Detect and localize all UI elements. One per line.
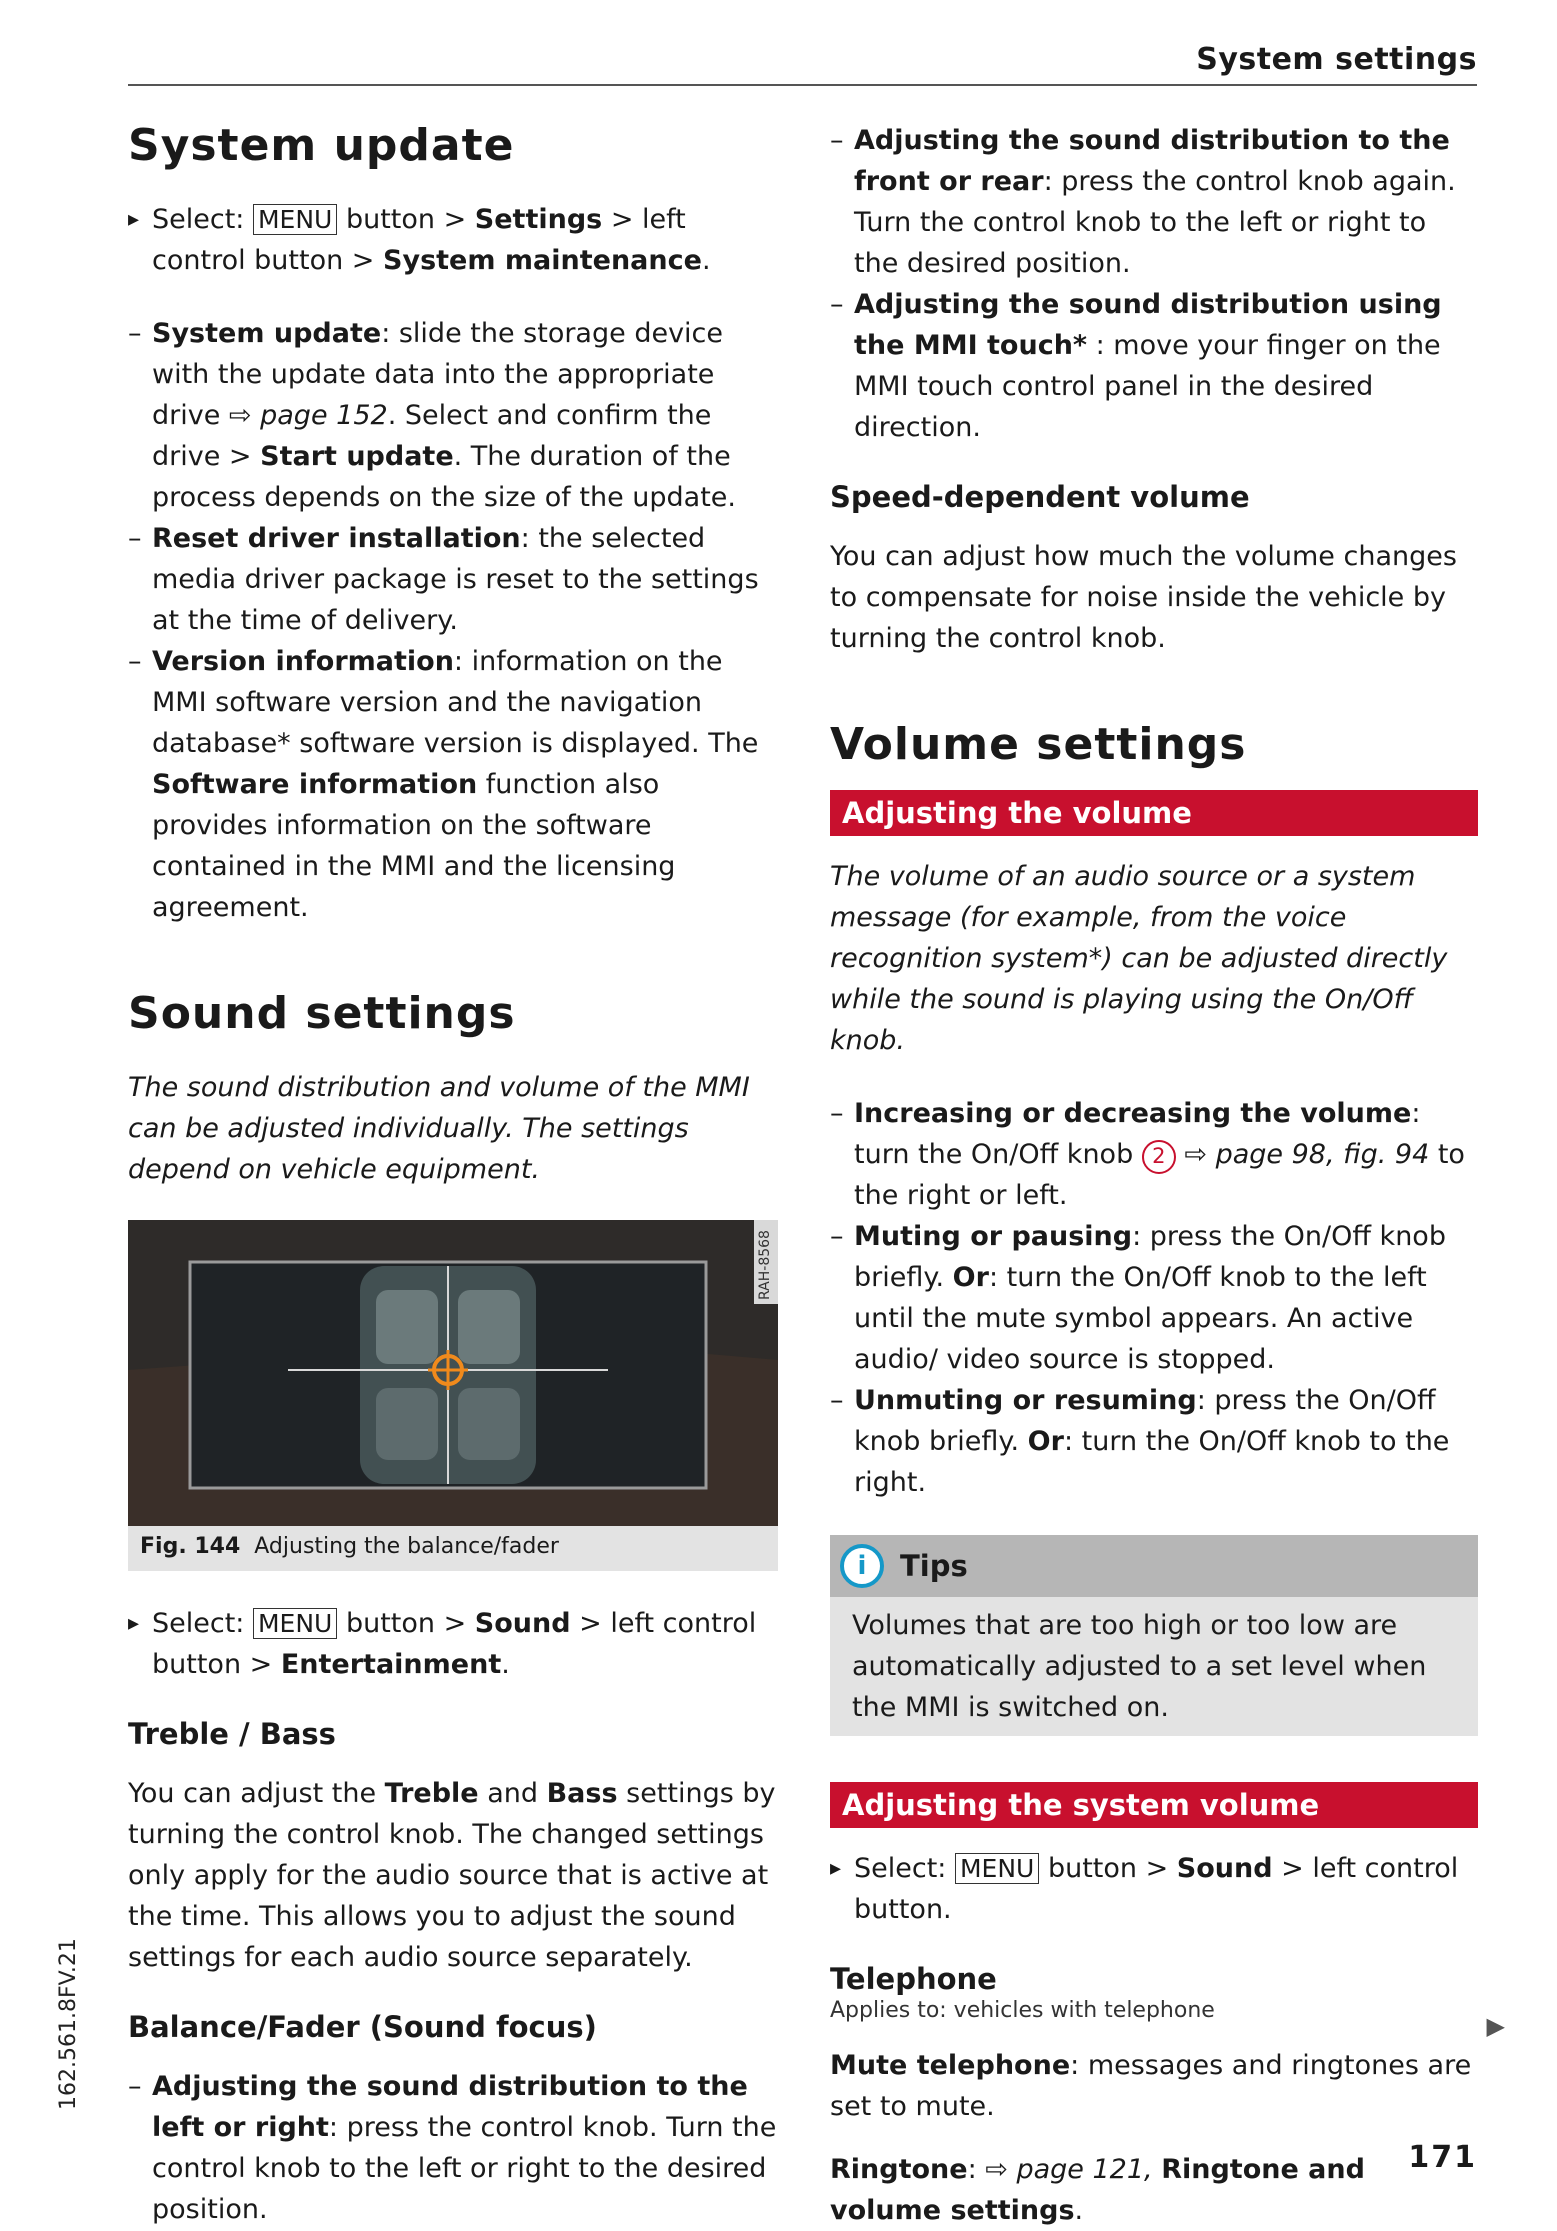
page-reference[interactable]: ⇨ page 152 <box>228 400 388 431</box>
list-item: – Adjusting the sound distribution to the left or right: press the control knob. Turn the control knob to the left or right to the desired position. <box>128 2066 778 2230</box>
list-item: – System update: slide the storage device with the update data into the appropriate drive ⇨ page 152. Select and confirm the drive > Start update. The duration of the process depends on the size of the update. <box>128 313 778 518</box>
volume-settings-heading: Volume settings <box>830 719 1247 770</box>
page-reference[interactable]: ⇨ page 121, <box>985 2154 1162 2185</box>
adjusting-volume-bar: Adjusting the volume <box>830 790 1478 836</box>
tips-text: Volumes that are too high or too low are automatically adjusted to a set level when the MMI is switched on. <box>852 1610 1427 1723</box>
info-icon: i <box>840 1544 884 1588</box>
ringtone-text: Ringtone: ⇨ page 121, Ringtone and volume settings. <box>830 2154 1365 2226</box>
header-rule <box>128 84 1477 86</box>
treble-bass-heading: Treble / Bass <box>128 1717 336 1751</box>
list-item: – Unmuting or resuming: press the On/Off knob briefly. Or: turn the On/Off knob to the right. <box>830 1380 1478 1503</box>
tips-header <box>830 1535 1478 1597</box>
page-reference[interactable]: ⇨ page 98, fig. 94 <box>1175 1139 1430 1170</box>
list-item: – Adjusting the sound distribution using the MMI touch* : move your finger on the MMI touch control panel in the desired direction. <box>830 284 1478 448</box>
list-item: – Reset driver installation: the selected media driver package is reset to the settings at the time of delivery. <box>128 518 778 641</box>
tips-box <box>830 1535 1478 1736</box>
volume-list <box>830 1093 1478 1503</box>
menu-key: MENU <box>253 204 337 235</box>
system-volume-select-instruction: ▸ Select: MENU button > Sound > left control button. <box>830 1848 1478 1930</box>
page-number: 171 <box>1408 2140 1477 2175</box>
list-item: – Version information: information on the MMI software version and the navigation database* software version is displayed. The Software information function also provides information on the software contained in the MMI and the licensing agreement. <box>128 641 778 928</box>
menu-key: MENU <box>955 1853 1039 1884</box>
figure-caption: Fig. 144 Adjusting the balance/fader <box>140 1534 559 1559</box>
volume-intro: The volume of an audio source or a system message (for example, from the voice recognition system*) can be adjusted directly while the sound is playing using the On/Off knob. <box>830 861 1448 1056</box>
telephone-heading: Telephone <box>830 1962 997 1996</box>
figure-code: RAH-8568 <box>757 1230 773 1300</box>
menu-key: MENU <box>253 1608 337 1639</box>
sound-settings-intro: The sound distribution and volume of the MMI can be adjusted individually. The settings depend on vehicle equipment. <box>128 1072 750 1185</box>
telephone-applies-note: Applies to: vehicles with telephone <box>830 1998 1215 2023</box>
speed-volume-text: You can adjust how much the volume changes to compensate for noise inside the vehicle by turning the control knob. <box>830 541 1457 654</box>
speed-volume-heading: Speed-dependent volume <box>830 480 1250 514</box>
system-volume-bar: Adjusting the system volume <box>830 1782 1478 1828</box>
callout-number: 2 <box>1142 1140 1176 1174</box>
running-header: System settings <box>1196 42 1477 77</box>
balance-fader-figure <box>128 1220 778 1571</box>
sound-select-instruction: ▸ Select: MENU button > Sound > left control button > Entertainment. <box>128 1603 778 1685</box>
list-item: – Adjusting the sound distribution to the front or rear: press the control knob again. Turn the control knob to the left or right to the desired position. <box>830 120 1478 284</box>
mute-telephone-text: Mute telephone: messages and ringtones are set to mute. <box>830 2050 1472 2122</box>
list-item: – Muting or pausing: press the On/Off knob briefly. Or: turn the On/Off knob to the left until the mute symbol appears. An active audio/ video source is stopped. <box>830 1216 1478 1380</box>
system-update-select-instruction: ▸ Select: MENU button > Settings > left control button > System maintenance. <box>128 199 778 281</box>
left-column <box>128 120 778 2230</box>
next-page-arrow-icon: ▶ <box>1486 2012 1505 2040</box>
sound-settings-heading: Sound settings <box>128 988 516 1039</box>
balance-fader-heading: Balance/Fader (Sound focus) <box>128 2010 597 2044</box>
tips-title: Tips <box>900 1549 968 1583</box>
right-column <box>830 120 1478 2231</box>
treble-bass-text: You can adjust the Treble and Bass settings by turning the control knob. The changed settings only apply for the audio source that is active at the time. This allows you to adjust the sound settings for each audio source separately. <box>128 1778 776 1973</box>
system-update-heading: System update <box>128 120 515 171</box>
balance-fader-illustration <box>128 1220 778 1526</box>
document-code: 162.561.8FV.21 <box>56 1938 81 2110</box>
list-item: – Increasing or decreasing the volume: turn the On/Off knob 2 ⇨ page 98, fig. 94 to the right or left. <box>830 1093 1478 1216</box>
system-update-list <box>128 313 778 928</box>
